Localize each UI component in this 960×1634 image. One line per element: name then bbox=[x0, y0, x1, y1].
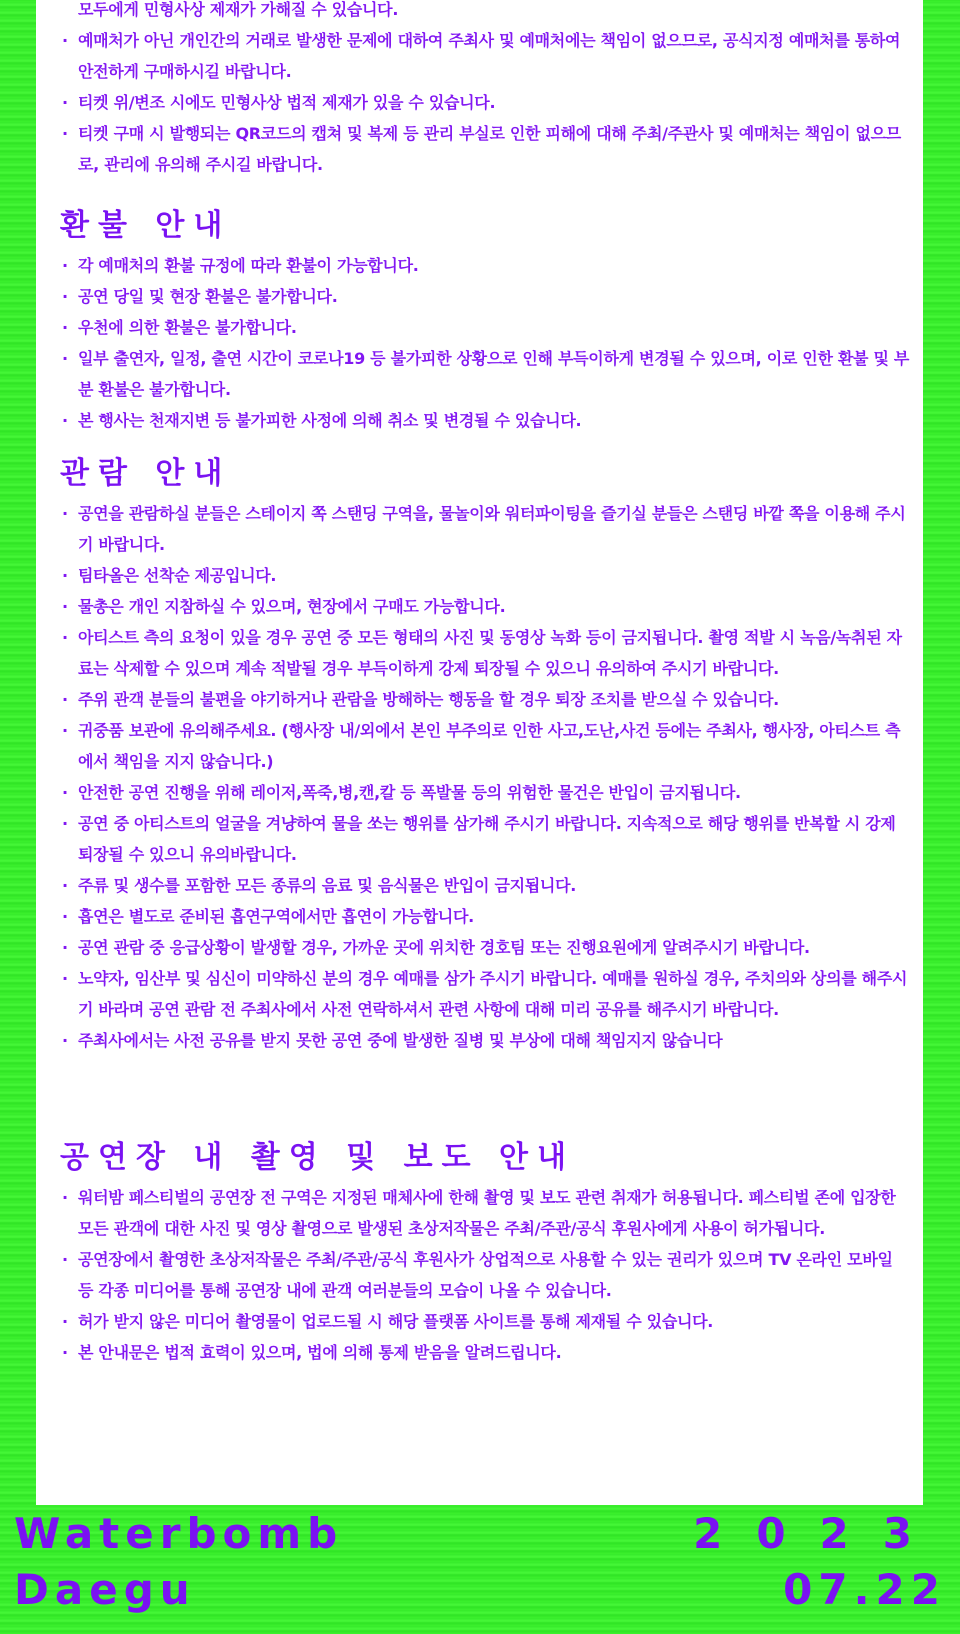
refund-list bbox=[60, 250, 910, 436]
list-item: · 허가 받지 않은 미디어 촬영물이 업로드될 시 해당 플랫폼 사이트를 통해 제재될 수 있습니다. bbox=[60, 1306, 910, 1337]
footer-city: Daegu bbox=[14, 1565, 196, 1614]
filming-section bbox=[60, 1138, 910, 1368]
list-item: · 공연을 관람하실 분들은 스테이지 쪽 스탠딩 구역을, 물놀이와 워터파이팅을 즐기실 분들은 스탠딩 바깥 쪽을 이용해 주시기 바랍니다. bbox=[60, 498, 910, 560]
refund-heading: 환불 안내 bbox=[60, 208, 232, 243]
list-item: · 안전한 공연 진행을 위해 레이저,폭죽,병,캔,칼 등 폭발물 등의 위험한 물건은 반입이 금지됩니다. bbox=[60, 777, 910, 808]
list-item: · 흡연은 별도로 준비된 흡연구역에서만 흡연이 가능합니다. bbox=[60, 901, 910, 932]
footer-brand-line bbox=[14, 1509, 946, 1558]
list-item: · 노약자, 임산부 및 심신이 미약하신 분의 경우 예매를 삼가 주시기 바랍니다. 예매를 원하실 경우, 주치의와 상의를 해주시기 바라며 공연 관람 전 주최사에서 사전 연락하셔서 관련 사항에 대해 미리 공유를 해주시기 바랍니다. bbox=[60, 963, 910, 1025]
list-item: · 귀중품 보관에 유의해주세요. (행사장 내/외에서 본인 부주의로 인한 사고,도난,사건 등에는 주최사, 행사장, 아티스트 측에서 책임을 지지 않습니다.) bbox=[60, 715, 910, 777]
refund-section bbox=[60, 206, 910, 436]
footer-date: 07.22 bbox=[783, 1565, 946, 1614]
list-item: · 티켓 위/변조 시에도 민형사상 법적 제재가 있을 수 있습니다. bbox=[60, 87, 910, 118]
filming-list bbox=[60, 1182, 910, 1368]
list-item: · 주위 관객 분들의 불편을 야기하거나 관람을 방해하는 행동을 할 경우 퇴장 조치를 받으실 수 있습니다. bbox=[60, 684, 910, 715]
list-item: · 공연 관람 중 응급상황이 발생할 경우, 가까운 곳에 위치한 경호팀 또는 진행요원에게 알려주시기 바랍니다. bbox=[60, 932, 910, 963]
list-item: · 공연 중 아티스트의 얼굴을 겨냥하여 물을 쏘는 행위를 삼가해 주시기 바랍니다. 지속적으로 해당 행위를 반복할 시 강제 퇴장될 수 있으니 유의바랍니다. bbox=[60, 808, 910, 870]
list-item: · 주최사에서는 사전 공유를 받지 못한 공연 중에 발생한 질병 및 부상에 대해 책임지지 않습니다 bbox=[60, 1025, 910, 1056]
list-item: · 본 행사는 천재지변 등 불가피한 사정에 의해 취소 및 변경될 수 있습니다. bbox=[60, 405, 910, 436]
list-item: · 일부 출연자, 일정, 출연 시간이 코로나19 등 불가피한 상황으로 인해 부득이하게 변경될 수 있으며, 이로 인한 환불 및 부분 환불은 불가합니다. bbox=[60, 343, 910, 405]
notice-panel bbox=[36, 0, 923, 1505]
list-item: · 워터밤 페스티벌의 공연장 전 구역은 지정된 매체사에 한해 촬영 및 보도 관련 취재가 허용됩니다. 페스티벌 존에 입장한 모든 관객에 대한 사진 및 영상 촬영으로 발생된 초상저작물은 주최/주관/공식 후원사에게 사용이 허가됩니다. bbox=[60, 1182, 910, 1244]
list-item: · 팀타올은 선착순 제공입니다. bbox=[60, 560, 910, 591]
list-item: · 아티스트 측의 요청이 있을 경우 공연 중 모든 형태의 사진 및 동영상 녹화 등이 금지됩니다. 촬영 적발 시 녹음/녹취된 자료는 삭제할 수 있으며 계속 적발될 경우 부득이하게 강제 퇴장될 수 있으니 유의하여 주시기 바랍니다. bbox=[60, 622, 910, 684]
intro-list bbox=[60, 0, 910, 180]
viewing-heading: 관람 안내 bbox=[60, 456, 232, 491]
filming-heading: 공연장 내 촬영 및 보도 안내 bbox=[60, 1140, 576, 1175]
list-item: · 티켓 구매 시 발행되는 QR코드의 캡쳐 및 복제 등 관리 부실로 인한 피해에 대해 주최/주관사 및 예매처는 책임이 없으므로, 관리에 유의해 주시길 바랍니다. bbox=[60, 118, 910, 180]
list-item: · 주류 및 생수를 포함한 모든 종류의 음료 및 음식물은 반입이 금지됩니다. bbox=[60, 870, 910, 901]
footer-brand: Waterbomb bbox=[14, 1509, 344, 1558]
list-item: · 공연장에서 촬영한 초상저작물은 주최/주관/공식 후원사가 상업적으로 사용할 수 있는 권리가 있으며 TV 온라인 모바일 등 각종 미디어를 통해 공연장 내에 관객 여러분들의 모습이 나올 수 있습니다. bbox=[60, 1244, 910, 1306]
viewing-section bbox=[60, 454, 910, 1056]
footer-city-line bbox=[14, 1565, 946, 1614]
viewing-list bbox=[60, 498, 910, 1056]
list-item: · 공연 당일 및 현장 환불은 불가합니다. bbox=[60, 281, 910, 312]
list-item: · 예매처가 아닌 개인간의 거래로 발생한 문제에 대하여 주최사 및 예매처에는 책임이 없으므로, 공식지정 예매처를 통하여 안전하게 구매하시길 바랍니다. bbox=[60, 25, 910, 87]
footer-year: 2023 bbox=[693, 1509, 946, 1558]
intro-section bbox=[60, 0, 910, 180]
list-item: · 본 안내문은 법적 효력이 있으며, 법에 의해 통제 받음을 알려드립니다. bbox=[60, 1337, 910, 1368]
list-item: · 각 예매처의 환불 규정에 따라 환불이 가능합니다. bbox=[60, 250, 910, 281]
list-item: 모두에게 민형사상 제재가 가해질 수 있습니다. bbox=[78, 0, 399, 19]
list-item: · 우천에 의한 환불은 불가합니다. bbox=[60, 312, 910, 343]
list-item: · 물총은 개인 지참하실 수 있으며, 현장에서 구매도 가능합니다. bbox=[60, 591, 910, 622]
